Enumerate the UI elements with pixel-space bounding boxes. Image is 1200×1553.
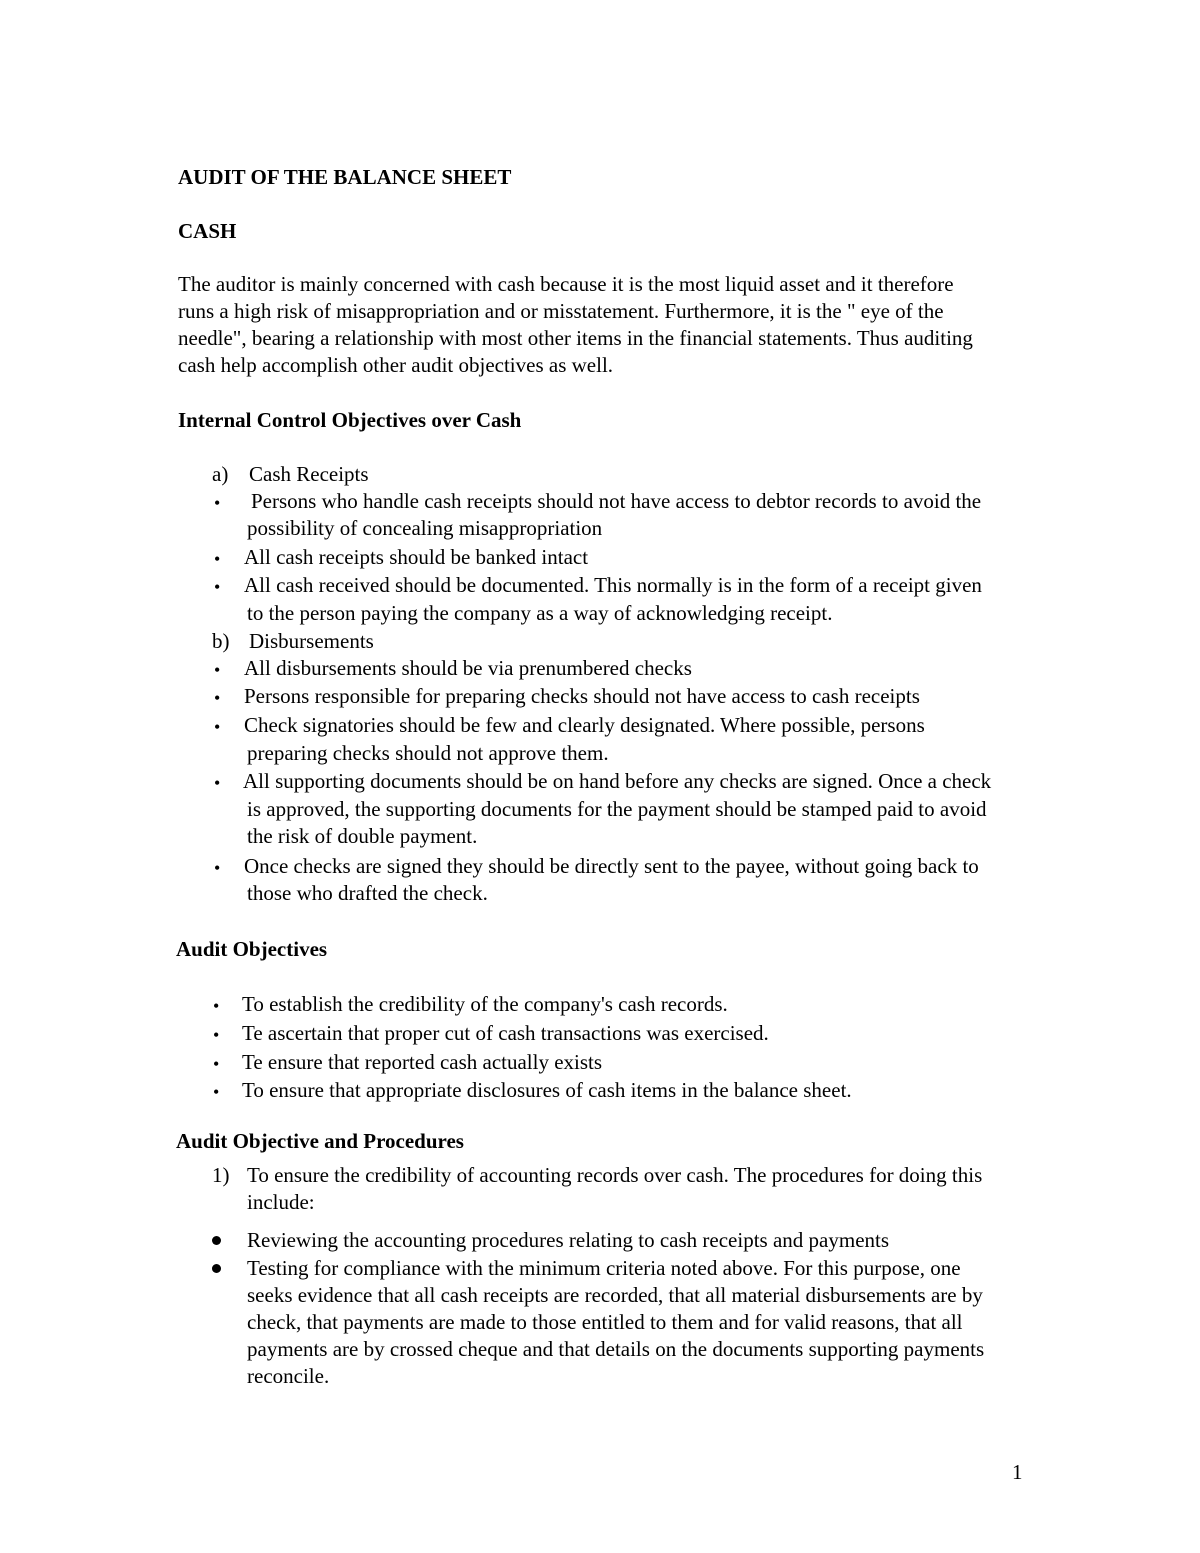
list-item-continuation: check, that payments are made to those entitled to them and for valid reasons, that all bbox=[247, 1310, 963, 1334]
bullet-icon: • bbox=[214, 577, 221, 597]
intro-line: runs a high risk of misappropriation and or misstatement. Furthermore, it is the " eye of the bbox=[178, 299, 944, 323]
page-number: 1 bbox=[1012, 1460, 1023, 1484]
bullet-icon: • bbox=[214, 660, 221, 680]
list-item-continuation: seeks evidence that all cash receipts are recorded, that all material disbursements are by bbox=[247, 1283, 983, 1307]
list-item: To ensure that appropriate disclosures of cash items in the balance sheet. bbox=[242, 1078, 852, 1102]
list-item: Persons responsible for preparing checks should not have access to cash receipts bbox=[244, 684, 920, 708]
bullet-icon: • bbox=[213, 1054, 220, 1074]
list-item: All supporting documents should be on hand before any checks are signed. Once a check bbox=[243, 769, 992, 793]
bullet-icon: • bbox=[214, 773, 221, 793]
bullet-icon: • bbox=[213, 1025, 220, 1045]
list-item-continuation: preparing checks should not approve them. bbox=[247, 741, 609, 765]
list-item-continuation: to the person paying the company as a way of acknowledging receipt. bbox=[247, 601, 833, 625]
bullet-icon: • bbox=[214, 688, 221, 708]
list-marker-a: a) bbox=[212, 462, 229, 486]
filled-bullet-icon bbox=[212, 1236, 221, 1245]
list-item: All cash received should be documented. This normally is in the form of a receipt given bbox=[244, 573, 982, 597]
bullet-icon: • bbox=[214, 858, 221, 878]
intro-line: The auditor is mainly concerned with cash because it is the most liquid asset and it therefore bbox=[178, 272, 954, 296]
list-item-continuation: possibility of concealing misappropriation bbox=[247, 516, 603, 540]
bullet-icon: • bbox=[214, 549, 221, 569]
list-item: Once checks are signed they should be directly sent to the payee, without going back to bbox=[244, 854, 979, 878]
list-item-continuation: is approved, the supporting documents for the payment should be stamped paid to avoid bbox=[247, 797, 987, 821]
bullet-icon: • bbox=[214, 493, 221, 513]
audit-objectives-heading: Audit Objectives bbox=[176, 937, 328, 961]
intro-line: cash help accomplish other audit objectives as well. bbox=[178, 353, 614, 377]
list-item: Check signatories should be few and clearly designated. Where possible, persons bbox=[244, 713, 925, 737]
procedure-line: To ensure the credibility of accounting records over cash. The procedures for doing this bbox=[247, 1163, 983, 1187]
list-item: Testing for compliance with the minimum criteria noted above. For this purpose, one bbox=[247, 1256, 961, 1280]
list-item: To establish the credibility of the company's cash records. bbox=[242, 992, 728, 1016]
procedures-heading: Audit Objective and Procedures bbox=[176, 1129, 464, 1153]
list-item-continuation: reconcile. bbox=[247, 1364, 330, 1388]
list-item-continuation: payments are by crossed cheque and that details on the documents supporting payments bbox=[247, 1337, 985, 1361]
bullet-icon: • bbox=[214, 717, 221, 737]
intro-line: needle", bearing a relationship with most other items in the financial statements. Thus auditing bbox=[178, 326, 973, 350]
list-item-continuation: those who drafted the check. bbox=[247, 881, 488, 905]
document-title: AUDIT OF THE BALANCE SHEET bbox=[178, 165, 512, 189]
list-marker-1: 1) bbox=[212, 1163, 230, 1187]
section-heading-cash: CASH bbox=[178, 219, 237, 243]
procedure-line: include: bbox=[247, 1190, 315, 1214]
internal-control-heading: Internal Control Objectives over Cash bbox=[178, 408, 522, 432]
list-item: Te ascertain that proper cut of cash transactions was exercised. bbox=[242, 1021, 769, 1045]
filled-bullet-icon bbox=[212, 1264, 221, 1273]
bullet-icon: • bbox=[213, 1082, 220, 1102]
list-item: Te ensure that reported cash actually exists bbox=[242, 1050, 603, 1074]
cash-receipts-label: Cash Receipts bbox=[249, 462, 369, 486]
bullet-icon: • bbox=[213, 996, 220, 1016]
list-item: Reviewing the accounting procedures relating to cash receipts and payments bbox=[247, 1228, 890, 1252]
list-item: All disbursements should be via prenumbered checks bbox=[244, 656, 692, 680]
list-marker-b: b) bbox=[212, 629, 230, 653]
list-item: Persons who handle cash receipts should not have access to debtor records to avoid the bbox=[251, 489, 982, 513]
list-item-continuation: the risk of double payment. bbox=[247, 824, 478, 848]
disbursements-label: Disbursements bbox=[249, 629, 374, 653]
list-item: All cash receipts should be banked intact bbox=[244, 545, 589, 569]
